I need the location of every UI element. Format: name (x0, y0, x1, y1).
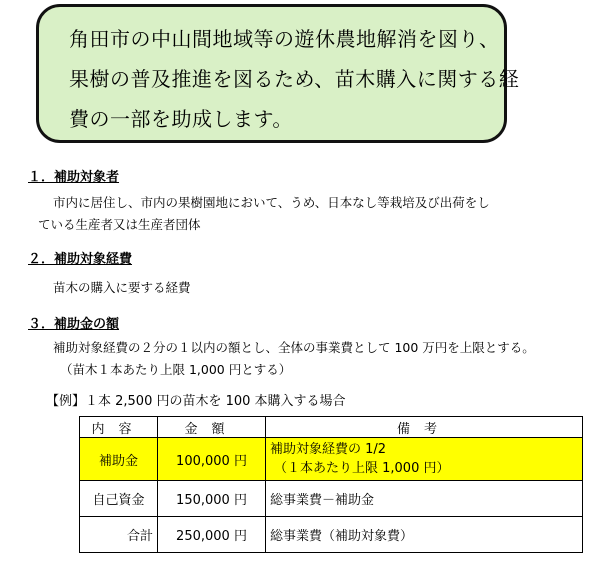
banner-line: 費の一部を助成します。 (69, 107, 293, 131)
section-heading-subsidy-amount: ３．補助金の額 (28, 317, 120, 332)
example-caption: 【例】１本 2,500 円の苗木を 100 本購入する場合 (46, 394, 346, 409)
section-text: （苗木１本あたり上限 1,000 円とする） (60, 362, 292, 377)
table-row (80, 481, 583, 517)
table-header: 備考 (266, 417, 583, 438)
table-cell-amount: 150,000 円 (158, 481, 266, 517)
section-text: 補助対象経費の２分の１以内の額とし、全体の事業費として 100 万円を上限とする。 (53, 340, 535, 355)
section-text: 市内に居住し、市内の果樹園地において、うめ、日本なし等栽培及び出荷をし (53, 195, 490, 210)
table-cell-item: 合計 (80, 517, 158, 553)
section-heading-eligible-expenses: ２．補助対象経費 (28, 252, 133, 267)
table-header: 内容 (80, 417, 158, 438)
example-table (79, 416, 583, 553)
note-line: （１本あたり上限 1,000 円） (274, 461, 450, 476)
table-header: 金額 (158, 417, 266, 438)
table-cell-note: 総事業費－補助金 (266, 481, 583, 517)
note-line: 補助対象経費の 1/2 (270, 442, 387, 457)
section-text: 苗木の購入に要する経費 (53, 280, 191, 295)
banner-line: 角田市の中山間地域等の遊休農地解消を図り、 (69, 27, 500, 51)
section-text: ている生産者又は生産者団体 (38, 217, 201, 232)
table-cell-amount: 250,000 円 (158, 517, 266, 553)
table-row (80, 438, 583, 481)
banner-line: 果樹の普及推進を図るため、苗木購入に関する経 (69, 67, 520, 91)
table-cell-item: 自己資金 (80, 481, 158, 517)
table-cell-item: 補助金 (80, 438, 158, 481)
section-heading-eligible-recipients: １．補助対象者 (28, 170, 120, 185)
table-cell-note: 総事業費（補助対象費） (266, 517, 583, 553)
table-cell-note (266, 438, 583, 481)
table-cell-amount: 100,000 円 (158, 438, 266, 481)
intro-banner (36, 4, 520, 143)
table-header-row (80, 417, 583, 438)
table-row (80, 517, 583, 553)
